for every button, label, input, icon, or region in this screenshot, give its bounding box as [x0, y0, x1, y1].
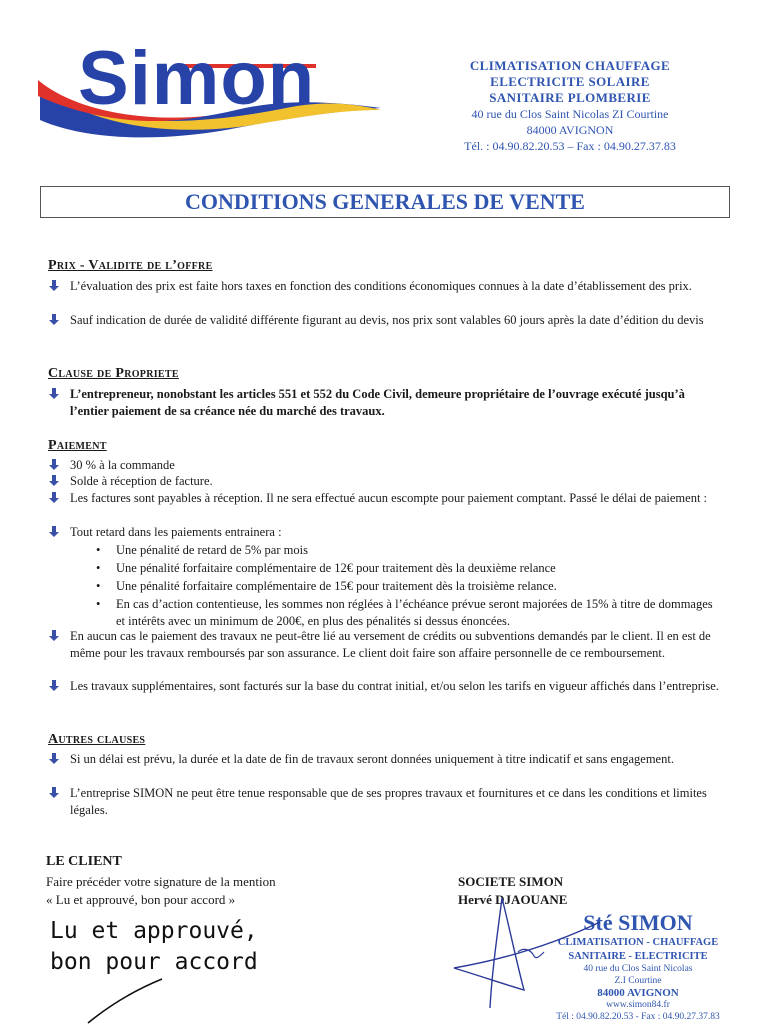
list-item: 30 % à la commande [48, 457, 724, 474]
sub-list-item: • Une pénalité forfaitaire complémentaire de 12€ pour traitement dès la deuxième relance [96, 561, 556, 575]
client-handwritten-mention: Lu et approuvé, bon pour accord [50, 918, 258, 975]
bullet-icon: • [96, 579, 101, 593]
company-address: 40 rue du Clos Saint Nicolas ZI Courtine [471, 107, 669, 121]
list-item: L’entrepreneur, nonobstant les articles 551 et 552 du Code Civil, demeure propriétaire de l’ouvrage exécuté jusqu’à l’entier paiement de sa créance née du marché des travaux. [48, 386, 724, 420]
bullet-icon: • [96, 543, 101, 557]
arrow-down-icon [48, 630, 60, 642]
sub-list-item: • En cas d’action contentieuse, les sommes non réglées à l’échéance prévue seront majorées de 15% à titre de dommages et intérêts avec un minimum de 200€, en plus des pénalités si dessus énoncées. [96, 597, 713, 628]
company-stamp: Sté SIMON CLIMATISATION - CHAUFFAGE SANITAIRE - ELECTRICITE 40 rue du Clos Saint Nicolas Z.I Courtine 84000 AVIGNON www.simon84.fr Tél : 04.90.82.20.53 - Fax : 04.90.27.37.83 [556, 910, 720, 1022]
arrow-down-icon [48, 787, 60, 799]
company-phone: Tél. : 04.90.82.20.53 – Fax : 04.90.27.37.83 [464, 139, 676, 153]
list-item: L’entreprise SIMON ne peut être tenue responsable que de ses propres travaux et fournitures et ce dans les conditions et limites légales. [48, 785, 724, 819]
section-title-clause: Clause de Propriete [48, 366, 179, 381]
client-instruction: Faire précéder votre signature de la mention [46, 874, 276, 889]
arrow-down-icon [48, 753, 60, 765]
company-city: 84000 AVIGNON [526, 123, 614, 137]
company-signature-title: SOCIETE SIMON [458, 874, 564, 889]
arrow-down-icon [48, 526, 60, 538]
list-item: Sauf indication de durée de validité différente figurant au devis, nos prix sont valables 60 jours après la date d’édition du devis [48, 312, 724, 329]
list-item: Solde à réception de facture. [48, 473, 724, 490]
client-mention: « Lu et approuvé, bon pour accord » [46, 892, 236, 907]
company-line-2: ELECTRICITE SOLAIRE [490, 74, 650, 89]
list-item: Les factures sont payables à réception. Il ne sera effectué aucun escompte pour paiement comptant. Passé le délai de paiement : [48, 490, 724, 507]
sub-list-item: • Une pénalité forfaitaire complémentaire de 15€ pour traitement dès la troisième relance. [96, 579, 557, 593]
section-title-paiement: Paiement [48, 438, 107, 453]
company-line-3: SANITAIRE PLOMBERIE [489, 90, 651, 105]
arrow-down-icon [48, 459, 60, 471]
list-item: Si un délai est prévu, la durée et la date de fin de travaux seront données uniquement à titre indicatif et sans engagement. [48, 751, 724, 768]
arrow-down-icon [48, 475, 60, 487]
client-signature-stroke [80, 975, 180, 1024]
list-item: L’évaluation des prix est faite hors taxes en fonction des conditions économiques connues à la date d’établissement des prix. [48, 278, 724, 295]
document-title: CONDITIONS GENERALES DE VENTE [185, 189, 585, 214]
arrow-down-icon [48, 280, 60, 292]
company-header [420, 58, 720, 154]
sub-list-item: • Une pénalité de retard de 5% par mois [96, 543, 308, 557]
arrow-down-icon [48, 680, 60, 692]
list-item: Tout retard dans les paiements entrainera : [48, 524, 724, 541]
company-logo [36, 30, 386, 160]
bullet-icon: • [96, 597, 101, 611]
client-title: LE CLIENT [46, 854, 122, 869]
company-line-1: CLIMATISATION CHAUFFAGE [469, 58, 671, 73]
company-signature [440, 890, 640, 1020]
section-title-prix: Prix - Validite de l’offre [48, 258, 213, 273]
bullet-icon: • [96, 561, 101, 575]
arrow-down-icon [48, 314, 60, 326]
logo-wordmark: Simon [78, 36, 316, 121]
section-title-autres: Autres clauses [48, 732, 146, 747]
arrow-down-icon [48, 492, 60, 504]
document-title-box [40, 186, 730, 218]
list-item: Les travaux supplémentaires, sont facturés sur la base du contrat initial, et/ou selon les tarifs en vigueur affichés dans l’entreprise. [48, 678, 724, 695]
company-signatory-name: Hervé DJAOUANE [458, 892, 568, 907]
list-item: En aucun cas le paiement des travaux ne peut-être lié au versement de crédits ou subventions demandés par le client. Il en est de même pour les travaux remboursés par son assurance. Le client doit faire son affaire personnelle de ce remboursement. [48, 628, 724, 662]
arrow-down-icon [48, 388, 60, 400]
